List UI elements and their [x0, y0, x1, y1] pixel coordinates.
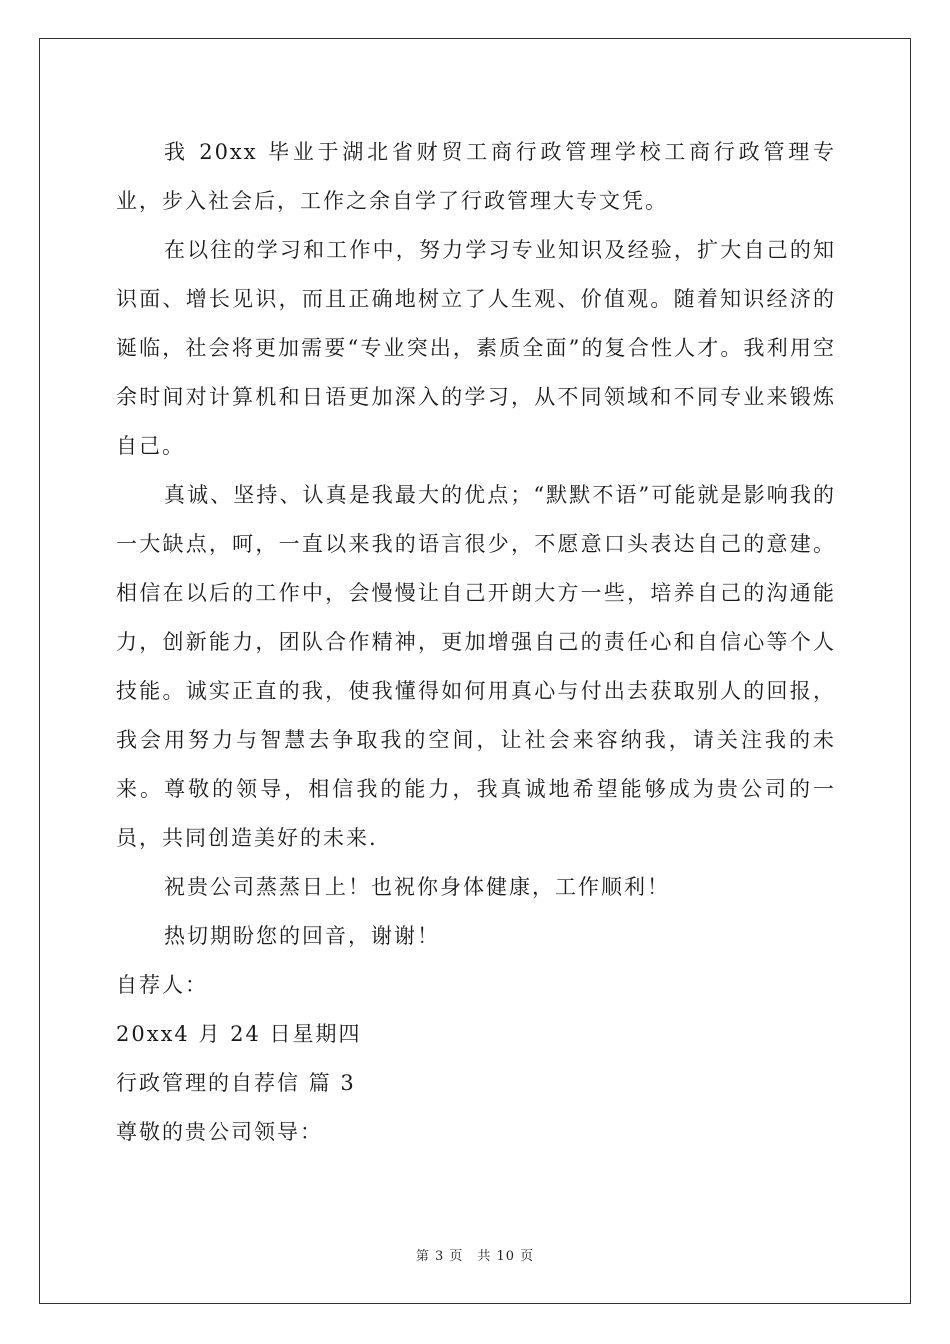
paragraph-education: 我 20xx 毕业于湖北省财贸工商行政管理学校工商行政管理专业，步入社会后，工作之余自学了行政管理大专文凭。 — [116, 140, 836, 213]
page-footer — [0, 1245, 950, 1264]
document-body — [116, 128, 836, 1157]
date-line: 20xx4 月 24 日星期四 — [116, 1022, 362, 1046]
paragraph-study-work: 在以往的学习和工作中，努力学习专业知识及经验，扩大自己的知识面、增长见识，而且正确地树立了人生观、价值观。随着知识经济的诞临，社会将更加需要“专业突出，素质全面”的复合性人才。我利用空余时间对计算机和日语更加深入的学习，从不同领域和不同专业来锻炼自己。 — [116, 238, 836, 458]
paragraph-personality: 真诚、坚持、认真是我最大的优点；“默默不语”可能就是影响我的一大缺点，呵，一直以来我的语言很少，不愿意口头表达自己的意建。相信在以后的工作中，会慢慢让自己开朗大方一些，培养自己的沟通能力，创新能力，团队合作精神，更加增强自己的责任心和自信心等个人技能。诚实正直的我，使我懂得如何用真心与付出去获取别人的回报，我会用努力与智慧去争取我的空间，让社会来容纳我，请关注我的未来。尊敬的领导，相信我的能力，我真诚地希望能够成为贵公司的一员，共同创造美好的未来. — [116, 483, 836, 850]
page-number: 第 3 页 — [415, 1249, 464, 1264]
section-title: 行政管理的自荐信 篇 3 — [116, 1071, 356, 1095]
paragraph-wishes: 祝贵公司蒸蒸日上！也祝你身体健康，工作顺利！ — [164, 875, 670, 899]
salutation-line: 尊敬的贵公司领导： — [116, 1120, 323, 1144]
paragraph-closing: 热切期盼您的回音，谢谢！ — [164, 924, 440, 948]
page-total: 共 10 页 — [477, 1249, 535, 1264]
signature-line: 自荐人： — [116, 973, 208, 997]
